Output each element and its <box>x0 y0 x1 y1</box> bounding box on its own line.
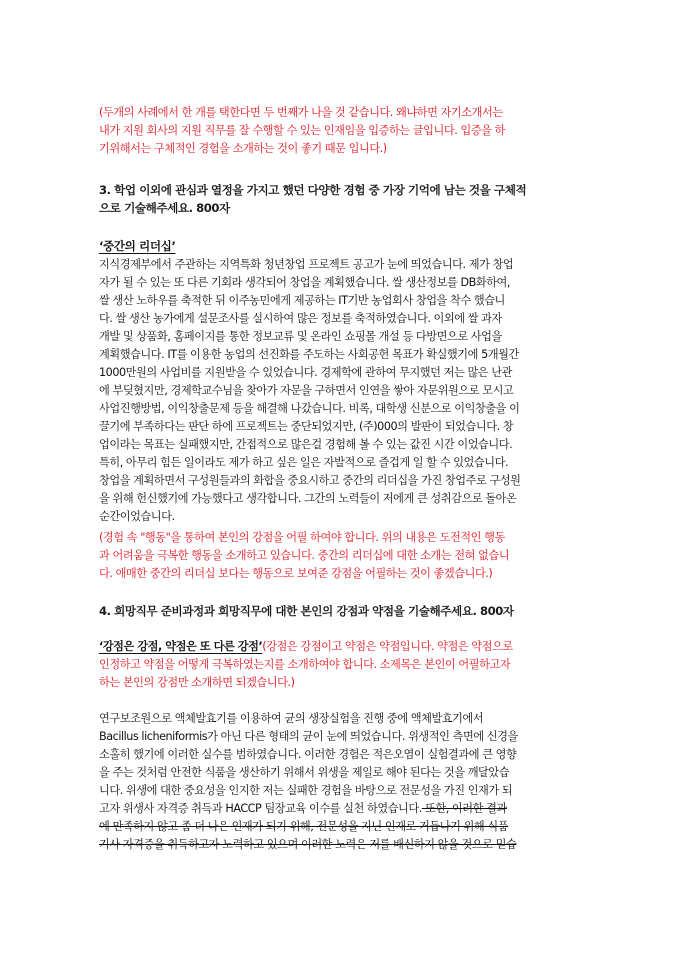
struck-text-line: 에 만족하지 않고 좀 더 나은 인재가 되기 위해, 전문성을 지닌 인재로 거듭나기 위해 식품 <box>99 820 509 833</box>
text-line: 다. 쌀 생산 농가에게 설문조사를 실시하여 많은 정보를 축적하였습니다. 이외에 쌀 과자 <box>99 312 502 325</box>
text-line: 자가 될 수 있는 또 다른 기회라 생각되어 창업을 계획했습니다. 쌀 생산정보를 DB화하여, <box>99 276 511 289</box>
text-line: 과 어려움을 극복한 행동을 소개하고 있습니다. 중간의 리더십에 대한 소개는 전혀 없습니 <box>99 549 510 562</box>
question-4 <box>99 602 587 620</box>
text-line: 소홀히 했기에 이러한 실수를 범하였습니다. 이러한 경험은 적은오염이 실험결과에 큰 영향 <box>99 748 517 761</box>
text-line: 을 주는 것처럼 안전한 식품을 생산하기 위해서 위생을 제일로 해야 된다는 것을 깨달았습 <box>99 766 510 779</box>
text-line <box>99 800 587 818</box>
text-line: 하는 본인의 강점만 소개하면 되겠습니다.) <box>99 676 295 689</box>
feedback-comment-1 <box>99 104 587 158</box>
struck-text-line: 기사 자격증을 취득하고자 노력하고 있으며 이러한 노력은 저를 배신하지 않을 것으로 믿습 <box>99 838 517 851</box>
text-line: 기위해서는 구체적인 경험을 소개하는 것이 좋기 때문 입니다.) <box>99 142 387 155</box>
text-line: 사업진행방법, 이익창출문제 등을 해결해 나갔습니다. 비록, 대학생 신분으로 이익창출을 이 <box>99 402 520 415</box>
text-line: 을 위해 헌신했기에 가능했다고 생각합니다. 그간의 노력들이 저에게 큰 성취감으로 돌아온 <box>99 492 517 505</box>
text-line: 니다. 위생에 대한 중요성을 인지한 저는 실패한 경험을 바탕으로 전문성을 가진 인재가 되 <box>99 784 513 797</box>
text-line: 창업을 계획하면서 구성원들과의 화합을 중요시하고 중간의 리더십을 가진 창업주로 구성원 <box>99 474 521 487</box>
text-line: Bacillus licheniformis가 아닌 다른 형태의 균이 눈에 띄었습니다. 위생적인 측면에 신경을 <box>99 730 518 743</box>
text-line: 끌기에 부족하다는 판단 하에 프로젝트는 중단되었지만, (주)000의 발판이 되었습니다. 창 <box>99 420 514 433</box>
text-line: 개발 및 상품화, 홈페이지를 통한 정보교류 및 온라인 쇼핑몰 개설 등 다방면으로 사업을 <box>99 330 502 343</box>
feedback-comment-4-start: (강점은 강점이고 약점은 약점입니다. 약점은 약점으로 <box>262 640 513 653</box>
text-line: 3. 학업 이외에 관심과 열정을 가지고 했던 다양한 경험 중 가장 기억에 남는 것을 구체적 <box>99 183 527 197</box>
text-line: 에 부딪혔지만, 경제학교수님을 찾아가 자문을 구하면서 인연을 쌓아 자문위원으로 모시고 <box>99 384 514 397</box>
feedback-comment-3 <box>99 529 587 583</box>
section-4-header <box>99 638 587 692</box>
text-line: (경험 속 "행동"을 통하여 본인의 강점을 어필 하여야 합니다. 위의 내용은 도전적인 행동 <box>99 531 505 544</box>
text-line: 연구보조원으로 액체발효기를 이용하여 균의 생장실험을 진행 중에 액체발효기에서 <box>99 712 484 725</box>
text-line: 지식경제부에서 주관하는 지역특화 청년창업 프로젝트 공고가 눈에 띄었습니다. 제가 창업 <box>99 258 514 271</box>
text-line: 특히, 아무리 힘든 일이라도 제가 하고 싶은 일은 자발적으로 즐겁게 일 할 수 있었습니다. <box>99 456 509 469</box>
text-line: 으로 기술해주세요. 800자 <box>99 201 230 215</box>
answer-4-body <box>99 710 587 854</box>
text-line: 계획했습니다. IT를 이용한 농업의 선진화를 주도하는 사회공헌 목표가 확실했기에 5개월간 <box>99 348 519 361</box>
answer-3-body <box>99 256 587 526</box>
text-line: 1000만원의 사업비를 지원받을 수 있었습니다. 경제학에 관하여 무지했던 저는 많은 난관 <box>99 366 512 379</box>
section-3-subtitle: ‘중간의 리더십’ <box>99 239 176 253</box>
struck-text: 또한, 이러한 결과 <box>421 802 507 815</box>
text-line: 내가 지원 회사의 지원 직무를 잘 수행할 수 있는 인재임을 입증하는 글입니다. 입증을 하 <box>99 124 505 137</box>
text-line: 4. 희망직무 준비과정과 희망직무에 대한 본인의 강점과 약점을 기술해주세요. 800자 <box>99 604 514 618</box>
text-line: 업이라는 목표는 실패했지만, 간접적으로 많은걸 경험해 볼 수 있는 값진 시간 이었습니다. <box>99 438 513 451</box>
text-line <box>99 638 587 656</box>
text-line: 순간이었습니다. <box>99 510 175 523</box>
text-line: (두개의 사례에서 한 개를 택한다면 두 번째가 나을 것 같습니다. 왜냐하면 자기소개서는 <box>99 106 503 119</box>
text-line: 다. 애매한 중간의 리더십 보다는 행동으로 보여준 강점을 어필하는 것이 좋겠습니다.) <box>99 567 493 580</box>
text-line: 쌀 생산 노하우를 축적한 뒤 이주농민에게 제공하는 IT기반 농업회사 창업을 착수 했습니 <box>99 294 505 307</box>
section-4-subtitle: ‘강점은 강점, 약점은 또 다른 강점’ <box>99 640 263 653</box>
question-3 <box>99 181 587 217</box>
answer-4-line-plain: 고자 위생사 자격증 취득과 HACCP 팀장교육 이수를 실천 하였습니다. <box>99 802 422 815</box>
text-line: 인정하고 약점을 어떻게 극복하였는지를 소개하여야 합니다. 소제목은 본인이 어필하고자 <box>99 658 511 671</box>
